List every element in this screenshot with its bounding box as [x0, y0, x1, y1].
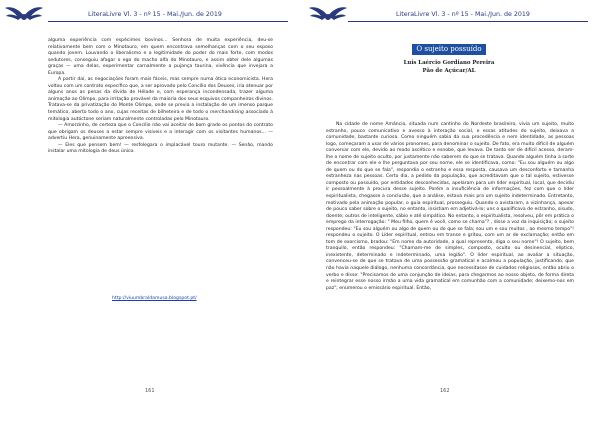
article-body: [326, 122, 574, 292]
header-title: LiteraLivre Vl. 3 - nº 15 - Mai./Jun. de 2019: [88, 11, 222, 18]
paragraph: alguma experiência com espécimes bovinos… Senhora de muita experiência, deu-se relativamente bem com o Minotauro, em quem encontrava semelhanças com o seu esposo quando jovem. Louvando o liberalismo e a legitimidade do poder do mais forte, com modos sedutores, conseguiu afagar o ego do macho alfa do Minotauro, e assim obter dele algumas graças — uma delas, experimentar carnalmente a pujança taurina, vivência que invejara a Europa.: [48, 38, 273, 76]
page-number: 161: [145, 388, 155, 394]
page-header: [0, 2, 300, 24]
paragraph: — Eles que pensem bem! — resfolegara o implacável touro mutante. — Senão, mando instalar uma mitologia de deus único.: [48, 142, 273, 155]
page-number: 162: [440, 388, 450, 394]
article-body: [48, 38, 273, 156]
paragraph: Na cidade de nome Amâncio, situada num cantinho do Nordeste brasileiro, vivia um sujeito, muito estranho, pouco comunicativo e avesso à interação social, e essas atitudes do sujeito, deixava a comunidade, bastante curiosa. Como ninguém sabia da sua procedência e nem identidade, as pessoas logo, começaram a usar de vários pronomes, para denominar o sujeito. De fato, era muito difícil de alguém conversar com ele, devido ao modo ascético e esnobe, que levava. De tanto ser de difícil acesso, deram-lhe o nome de sujeito oculto, por justamente não saberem do que se tratava. Quando alguém tinha a sorte de encontrar com ele e lhe perguntava por seu nome, ele se identificava, como: "Eu sou alguém ou algo de quem ou do que se fala", respondia o estranho e essa resposta, causava um desconforto e tamanha estranheza nas pessoas. Certo dia, a pedido da população, que acreditavam que o tal sujeito, estivesse composto ou possuído, por entidades desconhecidas, apelaram para um líder espiritual, local, que decidiu ir pessoalmente à procura desse sujeito. Porém a insuficiência de informações, fez com que o líder espiritualista, chegasse a conclusão, que a análise, estava mais pra um sujeito indeterminado. Entretanto, motivado pela animação popular, o guia espiritual, prosseguiu. Quando o avistaram, a vizinhança, apesar de pouco saber sobre o sujeito, no entanto, insistiam em adjetivá-lo; uns o qualificava de estranho, sisudo, doente; outros de inteligente, sábio e até simpático. No entanto, o espiritualista, resolveu, pôr em prática o emprego da interrogação: " Meu filho, quem é você, como se chama"? , disse a voz da inquisição; o sujeito respondeu: "Eu sou alguém ou algo de quem ou do que se fala; sou um e sou muitos , ao mesmo tempo"! respondeu o sujeito. O Líder espiritual, entrou em transe e gritou, com um ar de exclamação; então em tom de exorcismo, bradou: "Em nome da autoridade, a qual represento, diga o seu nome"! O sujeito, bem tranquilo, então respondeu: "Chamam-me de simples, composto, oculto ou desinencial, elíptico, inexistente, determinado e indeterminado, uma legião". O líder espiritual, ao avaliar a situação, convenceu-se de que se tratava de uma possessão gramatical e acalmou a população, justificando, que não havia naquele diálogo, nenhuma concordância, que necessitasse de cuidados religiosos, então abriu o verbo e disse: "Precisamos de uma conjunção de ideias, para chegarmos ao nosso objeto, de forma direta e reintegrar esse nosso irmão a uma vida gramatical em comunhão com a comunidade; deixemo-nos em paz"; enumerou o emissário espiritual. Então,: [326, 122, 574, 291]
author-location: Pão de Açúcar/AL: [422, 68, 476, 74]
header-title: LiteraLivre Vl. 3 - nº 15 - Mai./Jun. de 2019: [396, 11, 530, 18]
winged-emblem-icon: [4, 2, 44, 26]
right-page: [300, 0, 600, 424]
header-rule: [48, 21, 288, 22]
winged-emblem-icon: [308, 2, 348, 26]
blog-link[interactable]: http://viuumbraldamusa.blogspot.pt/: [112, 296, 197, 301]
paragraph: — Amorzinho, de certeza que o Concílio não vai aceitar de bom grado os pontos do contrato que obrigam os deuses a estar sempre visíveis e a interagir com os visitantes humanos… — advertiu Hera, genuinamente apreensiva.: [48, 123, 273, 142]
author-name: Luis Laércio Gordiano Pereira: [403, 60, 495, 66]
page-header: [300, 2, 600, 24]
paragraph: A partir daí, as negociações foram mais fáceis, mas sempre numa ótica economicista. Hera voltou com um contrato específico que, a ser aprovado pelo Concílio dos Deuses, iria atenuar por alguns anos as penas da dívida de Hélade e, com esperança incondensada, trazer alguma animação ao Olimpo, para irritação provável da maioria dos seus esquivos companheiros divinos. Tratava-se da privatização do Monte Olimpo, onde se previa a instalação de um imenso parque temático, aberto todo o ano, cujas receitas de bilheteira e de todo o merchandising associado à mitologia autóctone seriam naturalmente controladas pelo Minotauro.: [48, 77, 273, 122]
article-title: O sujeito possuído: [412, 44, 486, 55]
header-rule: [348, 21, 588, 22]
